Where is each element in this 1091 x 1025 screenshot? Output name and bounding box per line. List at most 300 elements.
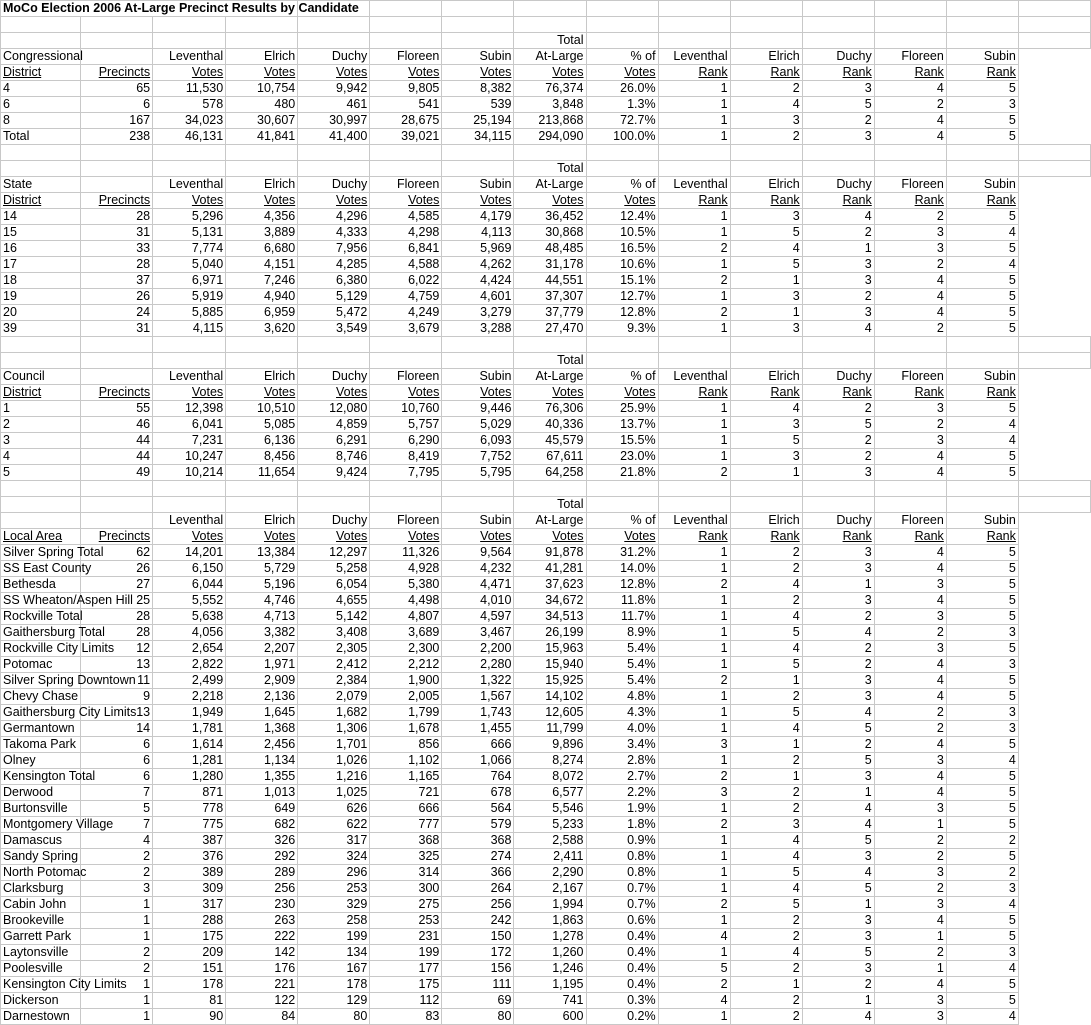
header-rank[interactable]: Rank	[658, 65, 730, 81]
data-cell[interactable]: 1	[658, 865, 730, 881]
data-cell[interactable]: 2	[81, 849, 153, 865]
row-label-cell[interactable]: SS East County	[1, 561, 81, 577]
header-subin-rank[interactable]: Subin	[946, 177, 1018, 193]
data-cell[interactable]: 4	[874, 129, 946, 145]
header-rank[interactable]: Rank	[946, 65, 1018, 81]
data-cell[interactable]: 1	[658, 81, 730, 97]
empty-cell[interactable]	[442, 1, 514, 17]
data-cell[interactable]: 4,588	[370, 257, 442, 273]
data-cell[interactable]: 1,216	[298, 769, 370, 785]
data-cell[interactable]: 5	[946, 769, 1018, 785]
data-cell[interactable]: 1,281	[153, 753, 226, 769]
data-cell[interactable]: 3	[802, 545, 874, 561]
empty-cell[interactable]	[802, 337, 874, 353]
data-cell[interactable]: 5	[730, 705, 802, 721]
data-cell[interactable]: 2	[730, 993, 802, 1009]
total-header[interactable]: Total	[514, 353, 586, 369]
data-cell[interactable]: 6,291	[298, 433, 370, 449]
data-cell[interactable]: 4	[946, 897, 1018, 913]
data-cell[interactable]: 3	[874, 401, 946, 417]
empty-cell[interactable]	[730, 17, 802, 33]
data-cell[interactable]: 2	[874, 97, 946, 113]
data-cell[interactable]: 11.8%	[586, 593, 658, 609]
row-label-cell[interactable]: Takoma Park	[1, 737, 81, 753]
data-cell[interactable]: 2,280	[442, 657, 514, 673]
data-cell[interactable]: 6,136	[226, 433, 298, 449]
data-cell[interactable]: 253	[370, 913, 442, 929]
data-cell[interactable]: 3	[874, 433, 946, 449]
data-cell[interactable]: 2	[730, 593, 802, 609]
data-cell[interactable]: 0.7%	[586, 881, 658, 897]
empty-cell[interactable]	[442, 337, 514, 353]
empty-cell[interactable]	[442, 161, 514, 177]
data-cell[interactable]: 1,682	[298, 705, 370, 721]
data-cell[interactable]: 4	[802, 625, 874, 641]
data-cell[interactable]: 7,795	[370, 465, 442, 481]
data-cell[interactable]: 1	[658, 561, 730, 577]
data-cell[interactable]: 317	[298, 833, 370, 849]
data-cell[interactable]: 3,288	[442, 321, 514, 337]
header-votes[interactable]: Votes	[370, 385, 442, 401]
data-cell[interactable]: 292	[226, 849, 298, 865]
empty-cell[interactable]	[81, 17, 153, 33]
data-cell[interactable]: 48,485	[514, 241, 586, 257]
data-cell[interactable]: 2,499	[153, 673, 226, 689]
row-label-cell[interactable]: Bethesda	[1, 577, 81, 593]
data-cell[interactable]: 14,102	[514, 689, 586, 705]
header-at-large[interactable]: At-Large	[514, 49, 586, 65]
header-rank[interactable]: Rank	[874, 529, 946, 545]
data-cell[interactable]: 3	[802, 689, 874, 705]
data-cell[interactable]: 1	[730, 465, 802, 481]
empty-cell[interactable]	[874, 481, 946, 497]
data-cell[interactable]: 4	[874, 273, 946, 289]
header-votes[interactable]: Votes	[370, 65, 442, 81]
row-label-cell[interactable]: 20	[1, 305, 81, 321]
empty-cell[interactable]	[946, 353, 1018, 369]
data-cell[interactable]: 3	[802, 961, 874, 977]
empty-cell[interactable]	[946, 17, 1018, 33]
data-cell[interactable]: 12.8%	[586, 577, 658, 593]
header-elrich-rank[interactable]: Elrich	[730, 49, 802, 65]
data-cell[interactable]: 10,760	[370, 401, 442, 417]
data-cell[interactable]: 4	[730, 641, 802, 657]
empty-cell[interactable]	[658, 17, 730, 33]
empty-cell[interactable]	[226, 145, 298, 161]
data-cell[interactable]: 81	[153, 993, 226, 1009]
data-cell[interactable]: 4	[874, 561, 946, 577]
data-cell[interactable]: 177	[370, 961, 442, 977]
data-cell[interactable]: 1	[81, 993, 153, 1009]
data-cell[interactable]: 3	[730, 817, 802, 833]
data-cell[interactable]: 10.5%	[586, 225, 658, 241]
data-cell[interactable]: 31,178	[514, 257, 586, 273]
empty-cell[interactable]	[658, 161, 730, 177]
data-cell[interactable]: 1.3%	[586, 97, 658, 113]
empty-cell[interactable]	[802, 1, 874, 17]
data-cell[interactable]: 3	[730, 321, 802, 337]
data-cell[interactable]: 2	[730, 1009, 802, 1025]
data-cell[interactable]: 10,754	[226, 81, 298, 97]
header-rank[interactable]: Rank	[802, 65, 874, 81]
data-cell[interactable]: 0.8%	[586, 865, 658, 881]
data-cell[interactable]: 4,113	[442, 225, 514, 241]
header-rank[interactable]: Rank	[946, 529, 1018, 545]
data-cell[interactable]: 3,467	[442, 625, 514, 641]
data-cell[interactable]: 5,142	[298, 609, 370, 625]
data-cell[interactable]: 4,298	[370, 225, 442, 241]
empty-cell[interactable]	[586, 1, 658, 17]
data-cell[interactable]: 324	[298, 849, 370, 865]
data-cell[interactable]: 2,384	[298, 673, 370, 689]
data-cell[interactable]: 4.3%	[586, 705, 658, 721]
data-cell[interactable]: 3,382	[226, 625, 298, 641]
header-duchy-rank[interactable]: Duchy	[802, 49, 874, 65]
empty-cell[interactable]	[298, 161, 370, 177]
empty-cell[interactable]	[874, 1, 946, 17]
data-cell[interactable]: 2	[730, 545, 802, 561]
data-cell[interactable]: 21.8%	[586, 465, 658, 481]
data-cell[interactable]: 3	[802, 273, 874, 289]
data-cell[interactable]: 1	[730, 977, 802, 993]
data-cell[interactable]: 1	[81, 929, 153, 945]
row-label-cell[interactable]: Burtonsville	[1, 801, 81, 817]
data-cell[interactable]: 1,701	[298, 737, 370, 753]
data-cell[interactable]: 4,471	[442, 577, 514, 593]
data-cell[interactable]: 12.7%	[586, 289, 658, 305]
empty-cell[interactable]	[874, 353, 946, 369]
header-subin-votes[interactable]: Subin	[442, 369, 514, 385]
data-cell[interactable]: 1,195	[514, 977, 586, 993]
empty-cell[interactable]	[586, 17, 658, 33]
data-cell[interactable]: 4	[658, 929, 730, 945]
data-cell[interactable]: 31.2%	[586, 545, 658, 561]
data-cell[interactable]: 1,260	[514, 945, 586, 961]
row-label-cell[interactable]: Laytonsville	[1, 945, 81, 961]
data-cell[interactable]: 4,285	[298, 257, 370, 273]
header-votes[interactable]: Votes	[226, 529, 298, 545]
data-cell[interactable]: 5	[946, 929, 1018, 945]
data-cell[interactable]: 9,446	[442, 401, 514, 417]
data-cell[interactable]: 2,218	[153, 689, 226, 705]
empty-cell[interactable]	[730, 353, 802, 369]
data-cell[interactable]: 25,194	[442, 113, 514, 129]
data-cell[interactable]: 13	[81, 705, 153, 721]
data-cell[interactable]: 4	[730, 881, 802, 897]
data-cell[interactable]: 242	[442, 913, 514, 929]
data-cell[interactable]: 0.6%	[586, 913, 658, 929]
empty-cell[interactable]	[442, 17, 514, 33]
data-cell[interactable]: 30,868	[514, 225, 586, 241]
data-cell[interactable]: 6,044	[153, 577, 226, 593]
empty-cell[interactable]	[226, 497, 298, 513]
header-rank[interactable]: Rank	[946, 193, 1018, 209]
empty-cell[interactable]	[1, 513, 81, 529]
data-cell[interactable]: 368	[370, 833, 442, 849]
empty-cell[interactable]	[81, 49, 153, 65]
data-cell[interactable]: 3	[802, 305, 874, 321]
data-cell[interactable]: 12	[81, 641, 153, 657]
data-cell[interactable]: 2	[81, 961, 153, 977]
data-cell[interactable]: 84	[226, 1009, 298, 1025]
header-elrich-votes[interactable]: Elrich	[226, 49, 298, 65]
header-rank[interactable]: Rank	[730, 65, 802, 81]
empty-cell[interactable]	[946, 145, 1018, 161]
empty-cell[interactable]	[658, 33, 730, 49]
row-label-cell[interactable]: North Potomac	[1, 865, 81, 881]
data-cell[interactable]: 2	[802, 401, 874, 417]
data-cell[interactable]: 4	[874, 689, 946, 705]
data-cell[interactable]: 4	[874, 113, 946, 129]
data-cell[interactable]: 2,412	[298, 657, 370, 673]
data-cell[interactable]: 36,452	[514, 209, 586, 225]
empty-cell[interactable]	[1018, 497, 1090, 513]
data-cell[interactable]: 5,969	[442, 241, 514, 257]
data-cell[interactable]: 1,799	[370, 705, 442, 721]
empty-cell[interactable]	[1018, 33, 1090, 49]
data-cell[interactable]: 1	[802, 577, 874, 593]
data-cell[interactable]: 55	[81, 401, 153, 417]
data-cell[interactable]: 5	[730, 865, 802, 881]
row-label-cell[interactable]: 2	[1, 417, 81, 433]
data-cell[interactable]: 238	[81, 129, 153, 145]
data-cell[interactable]: 0.2%	[586, 1009, 658, 1025]
empty-cell[interactable]	[946, 337, 1018, 353]
data-cell[interactable]: 1,949	[153, 705, 226, 721]
section-label[interactable]: State	[1, 177, 81, 193]
empty-cell[interactable]	[1018, 145, 1090, 161]
data-cell[interactable]: 4	[946, 753, 1018, 769]
data-cell[interactable]: 34,023	[153, 113, 226, 129]
data-cell[interactable]: 4	[874, 305, 946, 321]
data-cell[interactable]: 5,795	[442, 465, 514, 481]
empty-cell[interactable]	[153, 337, 226, 353]
header-pct-of[interactable]: % of	[586, 513, 658, 529]
header-at-large[interactable]: At-Large	[514, 513, 586, 529]
data-cell[interactable]: 142	[226, 945, 298, 961]
header-elrich-rank[interactable]: Elrich	[730, 177, 802, 193]
data-cell[interactable]: 28,675	[370, 113, 442, 129]
data-cell[interactable]: 7,752	[442, 449, 514, 465]
data-cell[interactable]: 3	[802, 929, 874, 945]
data-cell[interactable]: 175	[370, 977, 442, 993]
data-cell[interactable]: 11,799	[514, 721, 586, 737]
empty-cell[interactable]	[730, 145, 802, 161]
row-label-cell[interactable]: 5	[1, 465, 81, 481]
data-cell[interactable]: 4,249	[370, 305, 442, 321]
empty-cell[interactable]	[1, 497, 81, 513]
data-cell[interactable]: 3	[874, 225, 946, 241]
header-votes[interactable]: Votes	[442, 193, 514, 209]
row-label-cell[interactable]: 16	[1, 241, 81, 257]
empty-cell[interactable]	[370, 1, 442, 17]
data-cell[interactable]: 15.1%	[586, 273, 658, 289]
data-cell[interactable]: 622	[298, 817, 370, 833]
empty-cell[interactable]	[802, 161, 874, 177]
data-cell[interactable]: 6,380	[298, 273, 370, 289]
row-label-cell[interactable]: Silver Spring Downtown	[1, 673, 81, 689]
data-cell[interactable]: 112	[370, 993, 442, 1009]
data-cell[interactable]: 5,085	[226, 417, 298, 433]
data-cell[interactable]: 44	[81, 449, 153, 465]
data-cell[interactable]: 2.8%	[586, 753, 658, 769]
data-cell[interactable]: 4,232	[442, 561, 514, 577]
data-cell[interactable]: 5	[946, 993, 1018, 1009]
empty-cell[interactable]	[81, 353, 153, 369]
empty-cell[interactable]	[226, 353, 298, 369]
data-cell[interactable]: 5	[802, 833, 874, 849]
row-label-cell[interactable]: Damascus	[1, 833, 81, 849]
data-cell[interactable]: 27	[81, 577, 153, 593]
empty-cell[interactable]	[370, 497, 442, 513]
data-cell[interactable]: 4,296	[298, 209, 370, 225]
data-cell[interactable]: 4,746	[226, 593, 298, 609]
data-cell[interactable]: 5	[946, 577, 1018, 593]
data-cell[interactable]: 8,274	[514, 753, 586, 769]
data-cell[interactable]: 4	[730, 945, 802, 961]
data-cell[interactable]: 3	[946, 705, 1018, 721]
data-cell[interactable]: 389	[153, 865, 226, 881]
data-cell[interactable]: 6,054	[298, 577, 370, 593]
section-label[interactable]: Congressional	[1, 49, 81, 65]
data-cell[interactable]: 5	[730, 225, 802, 241]
data-cell[interactable]: 0.4%	[586, 945, 658, 961]
data-cell[interactable]: 28	[81, 609, 153, 625]
data-cell[interactable]: 26	[81, 561, 153, 577]
data-cell[interactable]: 2.2%	[586, 785, 658, 801]
empty-cell[interactable]	[226, 337, 298, 353]
row-label-cell[interactable]: Gaithersburg Total	[1, 625, 81, 641]
data-cell[interactable]: 3	[946, 945, 1018, 961]
data-cell[interactable]: 7,956	[298, 241, 370, 257]
header-subin-votes[interactable]: Subin	[442, 177, 514, 193]
data-cell[interactable]: 600	[514, 1009, 586, 1025]
data-cell[interactable]: 2	[802, 113, 874, 129]
row-label-cell[interactable]: 1	[1, 401, 81, 417]
data-cell[interactable]: 682	[226, 817, 298, 833]
data-cell[interactable]: 14.0%	[586, 561, 658, 577]
data-cell[interactable]: 2	[802, 289, 874, 305]
header-rank[interactable]: Rank	[874, 193, 946, 209]
section-sublabel[interactable]: Local Area	[1, 529, 81, 545]
data-cell[interactable]: 3	[874, 993, 946, 1009]
total-header[interactable]: Total	[514, 33, 586, 49]
data-cell[interactable]: 5	[946, 129, 1018, 145]
data-cell[interactable]: 2	[730, 801, 802, 817]
header-floreen-rank[interactable]: Floreen	[874, 49, 946, 65]
data-cell[interactable]: 6,150	[153, 561, 226, 577]
data-cell[interactable]: 1	[658, 945, 730, 961]
data-cell[interactable]: 3	[658, 785, 730, 801]
row-label-cell[interactable]: 6	[1, 97, 81, 113]
data-cell[interactable]: 3	[730, 113, 802, 129]
data-cell[interactable]: 5	[946, 817, 1018, 833]
header-elrich-votes[interactable]: Elrich	[226, 177, 298, 193]
empty-cell[interactable]	[802, 497, 874, 513]
data-cell[interactable]: 10,510	[226, 401, 298, 417]
row-label-cell[interactable]: Silver Spring Total	[1, 545, 81, 561]
header-votes[interactable]: Votes	[298, 529, 370, 545]
data-cell[interactable]: 7,774	[153, 241, 226, 257]
row-label-cell[interactable]: Garrett Park	[1, 929, 81, 945]
data-cell[interactable]: 3,279	[442, 305, 514, 321]
data-cell[interactable]: 3	[658, 737, 730, 753]
empty-cell[interactable]	[298, 33, 370, 49]
empty-cell[interactable]	[153, 17, 226, 33]
data-cell[interactable]: 199	[298, 929, 370, 945]
data-cell[interactable]: 2,909	[226, 673, 298, 689]
row-label-cell[interactable]: 39	[1, 321, 81, 337]
data-cell[interactable]: 2	[658, 817, 730, 833]
data-cell[interactable]: 3	[802, 561, 874, 577]
data-cell[interactable]: 5,757	[370, 417, 442, 433]
data-cell[interactable]: 1	[730, 673, 802, 689]
header-rank[interactable]: Rank	[802, 529, 874, 545]
data-cell[interactable]: 2	[658, 465, 730, 481]
data-cell[interactable]: 1	[658, 801, 730, 817]
data-cell[interactable]: 37,623	[514, 577, 586, 593]
data-cell[interactable]: 4	[730, 241, 802, 257]
data-cell[interactable]: 2	[658, 769, 730, 785]
data-cell[interactable]: 329	[298, 897, 370, 913]
data-cell[interactable]: 12,080	[298, 401, 370, 417]
data-cell[interactable]: 5,131	[153, 225, 226, 241]
data-cell[interactable]: 1,102	[370, 753, 442, 769]
data-cell[interactable]: 3	[802, 769, 874, 785]
data-cell[interactable]: 3	[946, 625, 1018, 641]
data-cell[interactable]: 1,567	[442, 689, 514, 705]
row-label-cell[interactable]: Total	[1, 129, 81, 145]
data-cell[interactable]: 26	[81, 289, 153, 305]
header-votes[interactable]: Votes	[298, 385, 370, 401]
data-cell[interactable]: 5	[730, 257, 802, 273]
data-cell[interactable]: 2	[802, 977, 874, 993]
data-cell[interactable]: 2	[730, 961, 802, 977]
data-cell[interactable]: 1	[658, 401, 730, 417]
data-cell[interactable]: 2,079	[298, 689, 370, 705]
header-floreen-votes[interactable]: Floreen	[370, 369, 442, 385]
header-leventhal-rank[interactable]: Leventhal	[658, 177, 730, 193]
data-cell[interactable]: 2,456	[226, 737, 298, 753]
header-votes[interactable]: Votes	[226, 65, 298, 81]
data-cell[interactable]: 28	[81, 209, 153, 225]
data-cell[interactable]: 5	[946, 465, 1018, 481]
data-cell[interactable]: 4.0%	[586, 721, 658, 737]
data-cell[interactable]: 256	[442, 897, 514, 913]
data-cell[interactable]: 314	[370, 865, 442, 881]
row-label-cell[interactable]: Chevy Chase	[1, 689, 81, 705]
data-cell[interactable]: 23.0%	[586, 449, 658, 465]
data-cell[interactable]: 76,306	[514, 401, 586, 417]
empty-cell[interactable]	[226, 161, 298, 177]
header-votes[interactable]: Votes	[370, 193, 442, 209]
data-cell[interactable]: 5,296	[153, 209, 226, 225]
header-rank[interactable]: Rank	[730, 193, 802, 209]
data-cell[interactable]: 1	[658, 433, 730, 449]
data-cell[interactable]: 3,549	[298, 321, 370, 337]
data-cell[interactable]: 1,066	[442, 753, 514, 769]
data-cell[interactable]: 4,585	[370, 209, 442, 225]
data-cell[interactable]: 4	[874, 977, 946, 993]
data-cell[interactable]: 0.3%	[586, 993, 658, 1009]
data-cell[interactable]: 2	[802, 641, 874, 657]
data-cell[interactable]: 289	[226, 865, 298, 881]
header-votes[interactable]: Votes	[442, 385, 514, 401]
header-elrich-rank[interactable]: Elrich	[730, 369, 802, 385]
header-leventhal-votes[interactable]: Leventhal	[153, 369, 226, 385]
data-cell[interactable]: 209	[153, 945, 226, 961]
data-cell[interactable]: 2,305	[298, 641, 370, 657]
